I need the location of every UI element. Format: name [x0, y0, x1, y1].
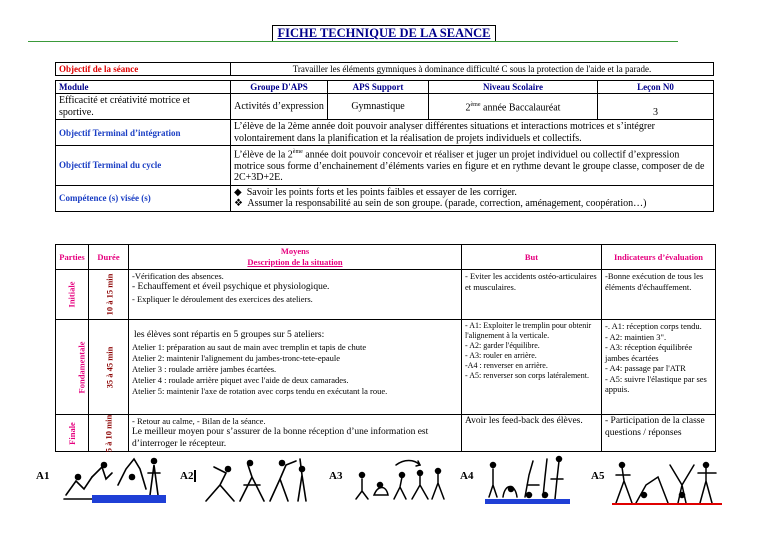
plan-row-finale	[56, 415, 716, 452]
indicateur-line: - A5: suivre l'élastique par ses appuis.	[605, 373, 707, 394]
figure-label-a2-text: A2	[180, 470, 194, 482]
page-title: FICHE TECHNIQUE DE LA SEANCE	[272, 25, 495, 42]
plan-row-fondamentale	[56, 320, 716, 415]
competence-label: Compétence (s) visée (s)	[56, 185, 231, 211]
oti-row	[56, 120, 714, 146]
title-area	[0, 24, 768, 42]
duree-initiale	[89, 270, 129, 320]
figure-label-a1: A1	[36, 470, 50, 482]
niveau-number: 2	[465, 101, 471, 113]
otc-text-b: année doit pouvoir concevoir et réaliser et juger un projet individuel ou collectif d’expression motrice sous forme d’enchainement d’éléments varies en figure et en rythme devant le groupe classe, composer de de 2C+3D+2E.	[234, 149, 705, 184]
session-plan-table	[55, 244, 716, 452]
aps-header: APS Support	[328, 81, 429, 94]
groupe-value: Activités d’expression	[231, 94, 328, 120]
competence-item-2-text: Assumer la responsabilité au sein de son groupe. (parade, correction, aménagement, coopération…)	[247, 198, 647, 210]
indicateurs-finale	[602, 415, 716, 452]
description-line: - Echauffement et éveil psychique et physiologique.	[132, 282, 330, 292]
indicateur-line: - A4: passage par l'ATR	[605, 363, 686, 373]
module-value: Efficacité et créativité motrice et sportive.	[56, 94, 231, 120]
partie-finale	[56, 415, 89, 452]
description-initiale	[129, 270, 462, 320]
but-header: But	[462, 245, 602, 270]
otc-label: Objectif Terminal du cycle	[56, 146, 231, 186]
but-line: - A5: renverser son corps latéralement.	[465, 371, 589, 380]
description-line: les élèves sont répartis en 5 groupes sur 5 ateliers:	[134, 330, 325, 340]
description-header: Description de la situation	[129, 257, 462, 270]
handspring-figure-icon	[62, 455, 172, 505]
duree-fondamentale-label: 35 à 45 min	[104, 346, 115, 388]
but-line: Avoir les feed-back des élèves.	[465, 416, 583, 426]
aps-value: Gymnastique	[328, 94, 429, 120]
parties-header: Parties	[56, 245, 89, 270]
figure-label-a3: A3	[329, 470, 343, 482]
but-line: - A2: garder l'équilibre.	[465, 341, 540, 350]
description-finale	[129, 415, 462, 452]
plan-row-initiale	[56, 270, 716, 320]
figure-label-a5: A5	[591, 470, 605, 482]
but-initiale	[462, 270, 602, 320]
info-values-row	[56, 94, 714, 120]
indicateur-line: - A2: maintien 3".	[605, 331, 667, 342]
lecon-header: Leçon N0	[598, 81, 714, 94]
otc-superscript: ème	[292, 149, 303, 155]
backward-roll-figure-icon	[352, 455, 447, 505]
otc-text	[231, 146, 714, 186]
indicateurs-header: Indicateurs d’évaluation	[602, 245, 716, 270]
partie-finale-label: Finale	[66, 421, 77, 445]
description-line: Atelier 5: maintenir l'axe de rotation avec corps tendu en exécutant la roue.	[132, 385, 388, 396]
title-underline-rule	[28, 41, 678, 42]
competence-item-1-text: Savoir les points forts et les points faibles et essayer de les corriger.	[246, 186, 517, 198]
competence-row	[56, 185, 714, 211]
plan-header-row	[56, 245, 716, 258]
niveau-superscript: ème	[470, 101, 481, 108]
partie-fondamentale-label: Fondamentale	[76, 341, 87, 393]
but-finale	[462, 415, 602, 452]
indicateurs-initiale	[602, 270, 716, 320]
partie-initiale	[56, 270, 89, 320]
session-info-table	[55, 62, 714, 212]
figure-label-a2	[180, 470, 196, 482]
indicateur-line: -. A1: réception corps tendu.	[605, 321, 702, 331]
backward-roll-handstand-figure-icon	[485, 455, 570, 505]
description-line: -Vérification des absences.	[132, 271, 224, 281]
description-line: - Retour au calme, - Bilan de la séance.	[132, 416, 266, 426]
niveau-rest: année Baccalauréat	[480, 101, 561, 113]
but-line: - A3: rouler en arrière.	[465, 351, 537, 360]
moyens-header: Moyens	[129, 245, 462, 258]
niveau-value	[429, 94, 598, 120]
indicateurs-fondamentale	[602, 320, 716, 415]
indicateur-line: - A3: réception équilibrée jambes écartées	[605, 342, 693, 363]
duree-header: Durée	[89, 245, 129, 270]
groupe-header: Groupe D'APS	[231, 81, 328, 94]
star-bullet-icon: ❖	[234, 198, 243, 210]
objective-text: Travailler les éléments gymniques à dominance difficulté C sous la protection de l'aide et la parade.	[231, 63, 714, 76]
duree-fondamentale	[89, 320, 129, 415]
description-line: Atelier 1: préparation au saut de main avec tremplin et tapis de chute	[132, 341, 367, 352]
description-line: Atelier 2: maintenir l'alignement du jambes-tronc-tete-epaule	[132, 352, 341, 363]
info-header-row	[56, 81, 714, 94]
oti-text: L’élève de la 2ème année doit pouvoir analyser différentes situations et interactions motrices et s’intégrer volontairement dans la planification et la réalisation de projets individuels et collectifs.	[231, 120, 714, 146]
duree-initiale-label: 10 à 15 min	[104, 273, 115, 316]
but-line: - Eviter les accidents ostéo-articulaires et musculaires.	[465, 271, 597, 292]
competence-item-1	[234, 187, 710, 199]
objective-row	[56, 63, 714, 76]
description-line: Atelier 3 : roulade arrière jambes écartées.	[132, 363, 277, 374]
oti-label: Objectif Terminal d’intégration	[56, 120, 231, 146]
description-line: Atelier 4 : roulade arrière piquet avec l'aide de deux camarades.	[132, 374, 349, 385]
indicateur-line: -Bonne exécution de tous les éléments d'échauffement.	[605, 271, 704, 292]
objective-label: Objectif de la séance	[56, 63, 231, 76]
competence-list	[231, 185, 714, 211]
indicateur-line: - Participation de la classe questions / réponses	[605, 416, 705, 438]
atelier-figures-strip	[0, 455, 768, 505]
lecon-value: 3	[598, 94, 714, 120]
but-fondamentale	[462, 320, 602, 415]
otc-text-a: L’élève de la 2	[234, 149, 293, 161]
module-header: Module	[56, 81, 231, 94]
but-line: - A1: Exploiter le tremplin pour obtenir l'alignement à la verticale.	[465, 321, 592, 340]
otc-row	[56, 146, 714, 186]
cartwheel-figure-icon	[612, 455, 722, 505]
competence-item-2	[234, 198, 710, 210]
figure-label-a4: A4	[460, 470, 474, 482]
description-line: - Expliquer le déroulement des exercices des ateliers.	[132, 293, 313, 304]
balance-figure-icon	[200, 455, 315, 505]
diamond-bullet-icon: ◆	[234, 186, 242, 198]
text-cursor	[194, 470, 196, 482]
partie-initiale-label: Initiale	[66, 281, 77, 308]
description-line: Le meilleur moyen pour s’assurer de la bonne réception d’une information est d’interroger le récepteur.	[132, 427, 429, 449]
but-line: -A4 : renverser en arrière.	[465, 361, 548, 370]
description-fondamentale	[129, 320, 462, 415]
niveau-header: Niveau Scolaire	[429, 81, 598, 94]
duree-finale	[89, 415, 129, 452]
duree-finale-label: 5 à 10 min	[102, 414, 113, 452]
partie-fondamentale	[56, 320, 89, 415]
